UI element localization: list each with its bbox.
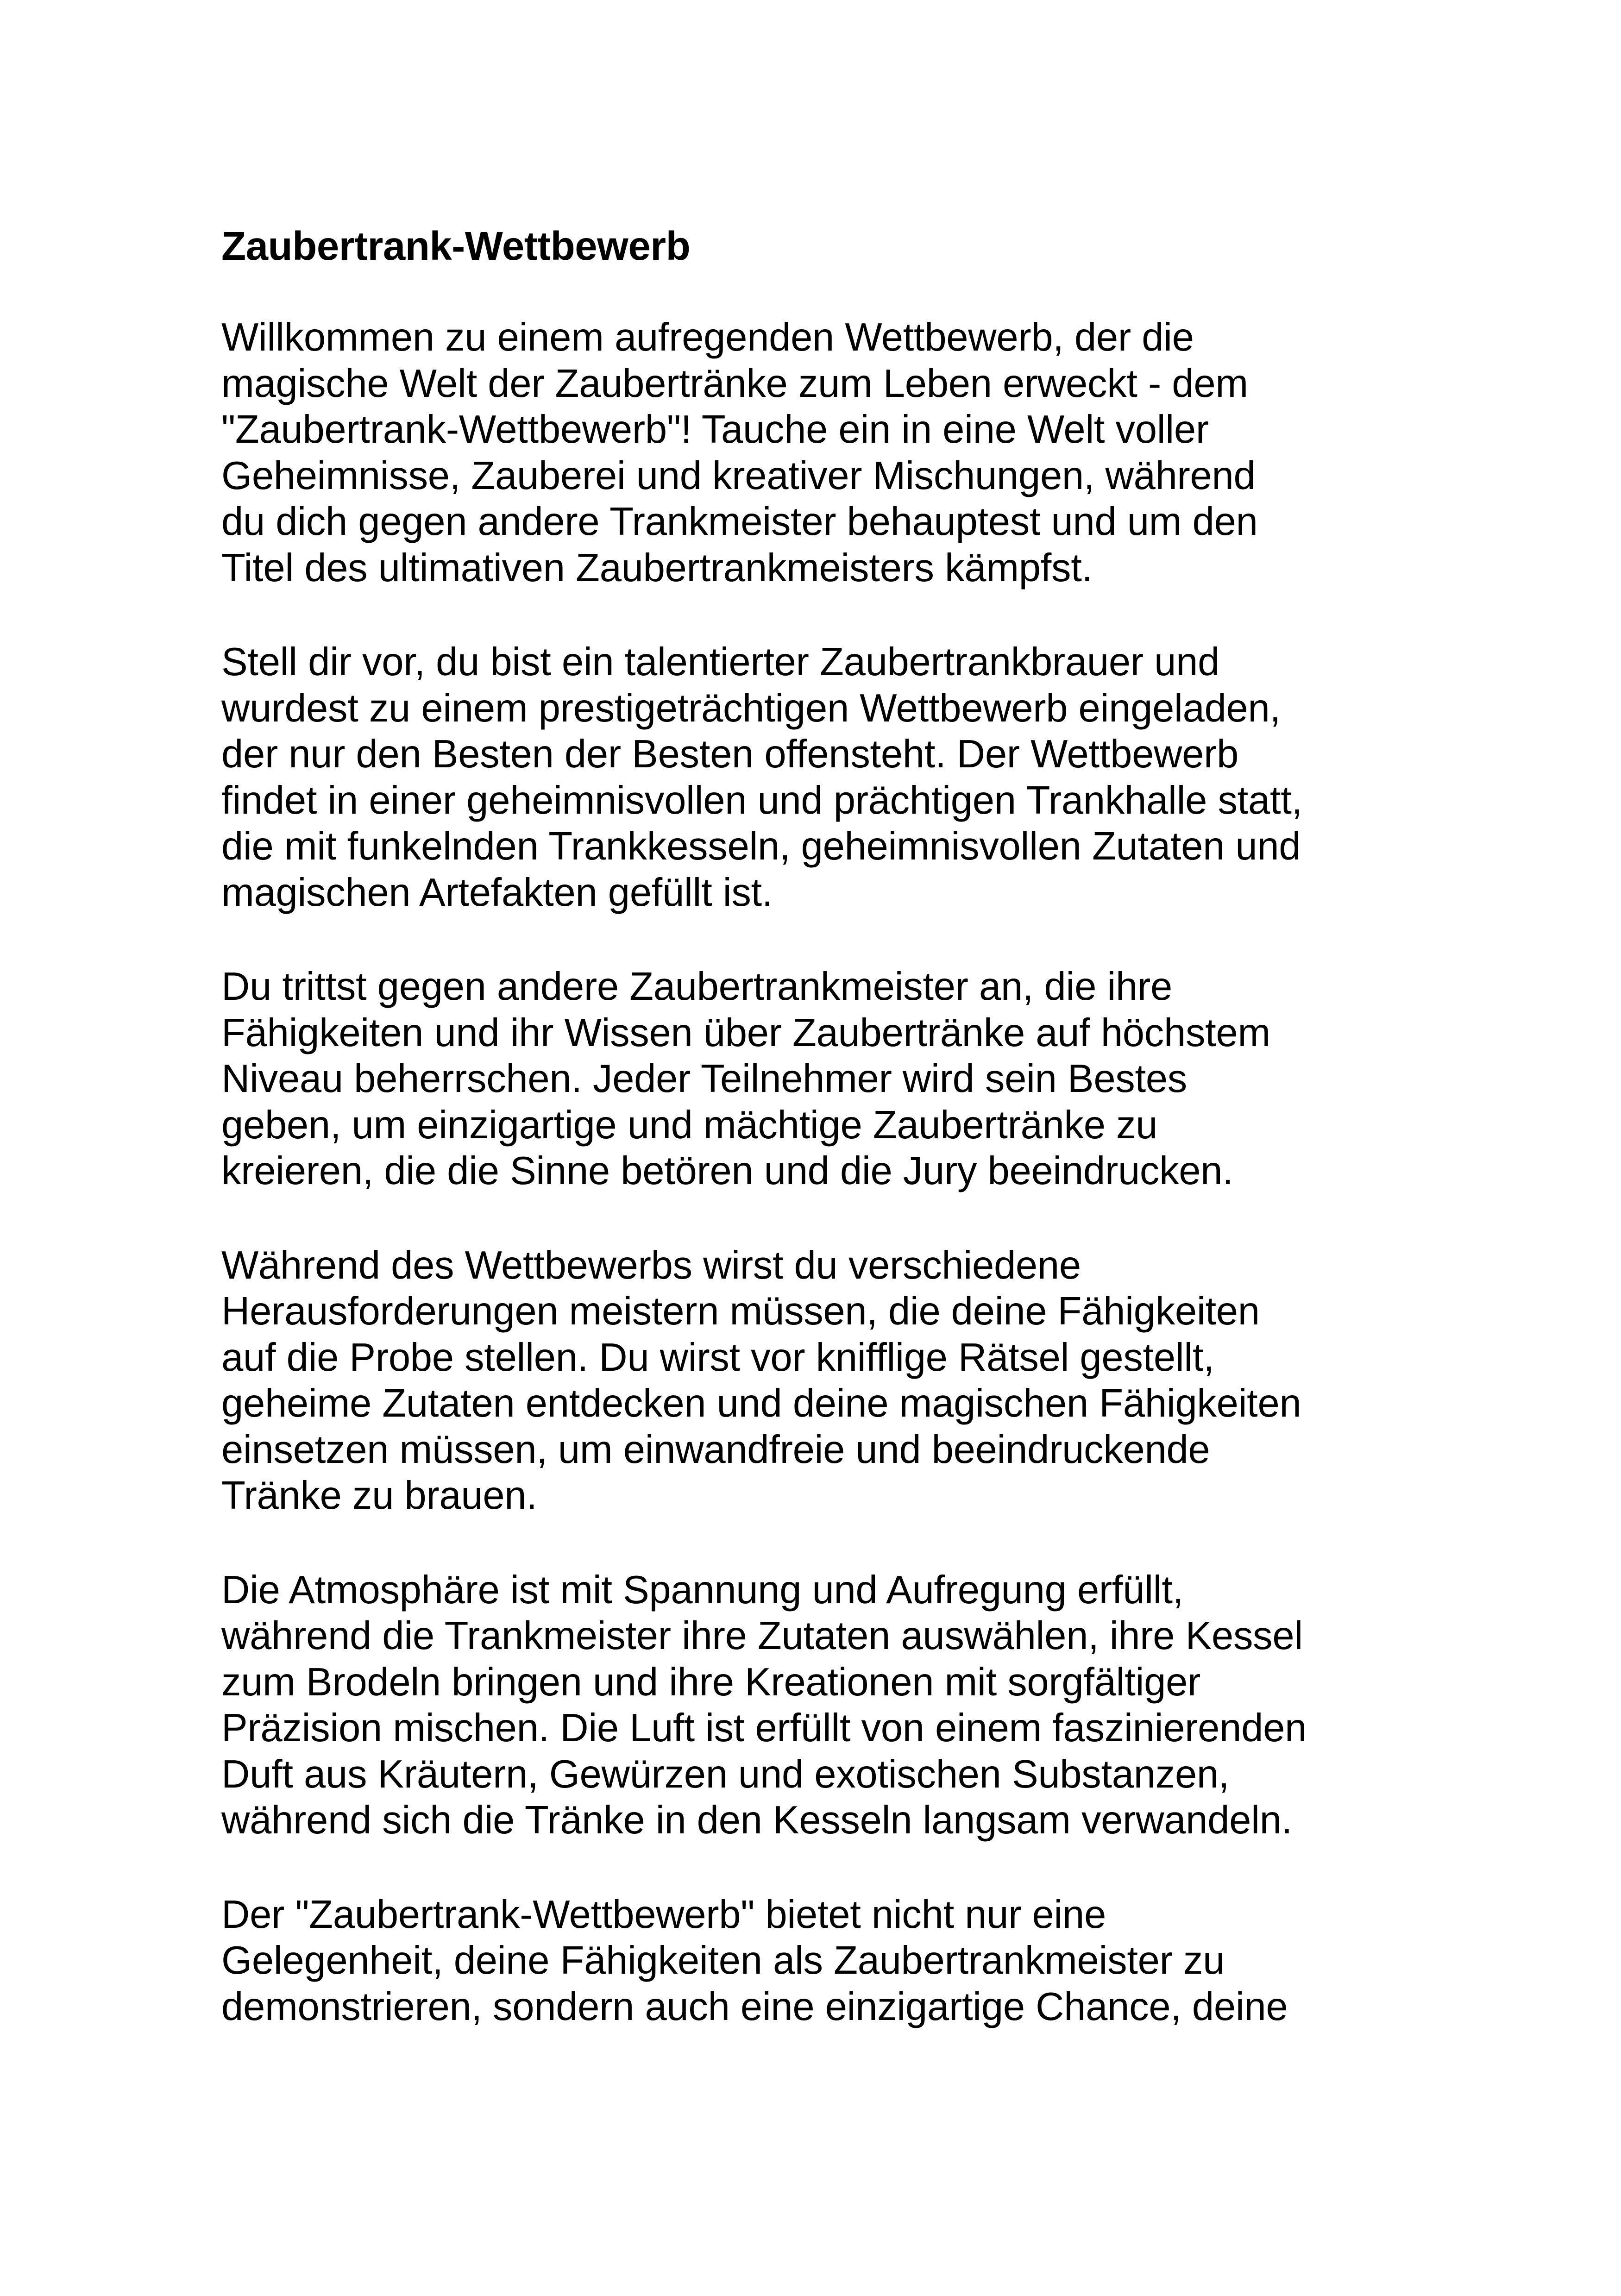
text-line: geben, um einzigartige und mächtige Zaubertränke zu [221, 1103, 1158, 1147]
text-line: Du trittst gegen andere Zaubertrankmeister an, die ihre [221, 965, 1172, 1009]
spacer [221, 1844, 1472, 1892]
paragraph-6 [221, 1892, 1472, 2030]
spacer [221, 916, 1472, 964]
text-line: Duft aus Kräutern, Gewürzen und exotischen Substanzen, [221, 1752, 1230, 1796]
text-line: Während des Wettbewerbs wirst du verschiedene [221, 1243, 1081, 1287]
paragraph-4 [221, 1242, 1472, 1519]
document-body [221, 223, 1472, 2030]
text-line: während sich die Tränke in den Kesseln langsam verwandeln. [221, 1798, 1293, 1842]
text-line: Der "Zaubertrank-Wettbewerb" bietet nicht nur eine [221, 1892, 1106, 1937]
spacer [221, 270, 1472, 314]
text-line: auf die Probe stellen. Du wirst vor knifflige Rätsel gestellt, [221, 1335, 1214, 1380]
text-line: Niveau beherrschen. Jeder Teilnehmer wird sein Bestes [221, 1057, 1187, 1101]
text-line: Titel des ultimativen Zaubertrankmeisters kämpfst. [221, 546, 1093, 590]
text-line: "Zaubertrank-Wettbewerb"! Tauche ein in eine Welt voller [221, 408, 1209, 452]
text-line: findet in einer geheimnisvollen und prächtigen Trankhalle statt, [221, 778, 1302, 822]
document-title: Zaubertrank-Wettbewerb [221, 224, 691, 269]
text-line: magischen Artefakten gefüllt ist. [221, 870, 773, 915]
spacer [221, 1194, 1472, 1242]
text-line: die mit funkelnden Trankkesseln, geheimnisvollen Zutaten und [221, 824, 1301, 868]
spacer [221, 591, 1472, 639]
text-line: Geheimnisse, Zauberei und kreativer Mischungen, während [221, 453, 1256, 498]
paragraph-1 [221, 314, 1472, 591]
text-line: Präzision mischen. Die Luft ist erfüllt von einem faszinierenden [221, 1706, 1307, 1750]
text-line: Willkommen zu einem aufregenden Wettbewerb, der die [221, 315, 1194, 359]
text-line: Fähigkeiten und ihr Wissen über Zaubertränke auf höchstem [221, 1010, 1270, 1055]
text-line: Stell dir vor, du bist ein talentierter Zaubertrankbrauer und [221, 640, 1220, 684]
text-line: während die Trankmeister ihre Zutaten auswählen, ihre Kessel [221, 1614, 1303, 1658]
paragraph-3 [221, 964, 1472, 1194]
text-line: wurdest zu einem prestigeträchtigen Wettbewerb eingeladen, [221, 686, 1281, 730]
text-line: geheime Zutaten entdecken und deine magischen Fähigkeiten [221, 1381, 1301, 1425]
text-line: kreieren, die die Sinne betören und die Jury beeindrucken. [221, 1149, 1233, 1193]
text-line: demonstrieren, sondern auch eine einzigartige Chance, deine [221, 1984, 1288, 2029]
paragraph-5 [221, 1567, 1472, 1844]
text-line: Herausforderungen meistern müssen, die deine Fähigkeiten [221, 1289, 1260, 1333]
text-line: einsetzen müssen, um einwandfreie und beeindruckende [221, 1427, 1210, 1472]
text-line: Die Atmosphäre ist mit Spannung und Aufregung erfüllt, [221, 1568, 1184, 1612]
spacer [221, 1519, 1472, 1567]
text-line: der nur den Besten der Besten offensteht. Der Wettbewerb [221, 732, 1239, 776]
text-line: du dich gegen andere Trankmeister behauptest und um den [221, 500, 1258, 544]
text-line: Gelegenheit, deine Fähigkeiten als Zaubertrankmeister zu [221, 1938, 1225, 1982]
text-line: magische Welt der Zaubertränke zum Leben erweckt - dem [221, 361, 1248, 406]
paragraph-2 [221, 639, 1472, 916]
text-line: Tränke zu brauen. [221, 1474, 537, 1518]
text-line: zum Brodeln bringen und ihre Kreationen mit sorgfältiger [221, 1660, 1201, 1704]
